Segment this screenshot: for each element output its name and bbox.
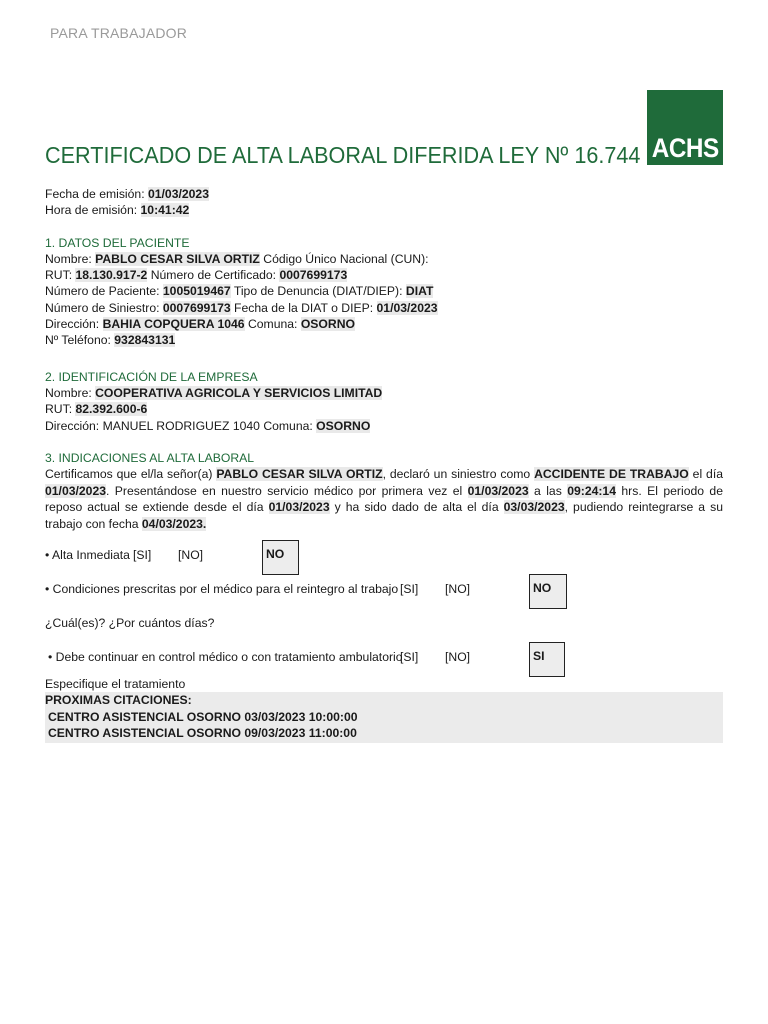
emission-time: 10:41:42 xyxy=(140,203,190,218)
indications-paragraph: Certificamos que el/la señor(a) PABLO CESAR SILVA ORTIZ, declaró un siniestro como ACCIDENTE DE TRABAJO el día 01/03/2023. Presentándose en nuestro servicio médico por primera vez el 01/03/2023 a las 09:24:14 hrs. El periodo de reposo actual se extiende desde el día 01/03/2023 y ha sido dado de alta el día 03/03/2023, pudiendo reintegrarse a su trabajo con fecha 04/03/2023. xyxy=(45,467,723,531)
conditions-value: NO xyxy=(529,574,567,609)
company-address-line: Dirección: MANUEL RODRIGUEZ 1040 Comuna: OSORNO xyxy=(45,418,371,433)
diat-date: 01/03/2023 xyxy=(376,300,438,315)
which-conditions-row: ¿Cuál(es)? ¿Por cuántos días? xyxy=(45,616,215,631)
immediate-discharge-row: • Alta Inmediata [SI] [NO] NO xyxy=(45,540,723,574)
company-rut: 82.392.600-6 xyxy=(75,402,148,417)
claim-number-line: Número de Siniestro: 0007699173 Fecha de la DIAT o DIEP: 01/03/2023 xyxy=(45,300,438,315)
company-section-title: 2. IDENTIFICACIÓN DE LA EMPRESA xyxy=(45,369,258,384)
patient-number-line: Número de Paciente: 1005019467 Tipo de Denuncia (DIAT/DIEP): DIAT xyxy=(45,284,434,299)
document-title: CERTIFICADO DE ALTA LABORAL DIFERIDA LEY Nº 16.744 xyxy=(45,142,641,168)
patient-rut: 18.130.917-2 xyxy=(75,268,148,283)
patient-name: PABLO CESAR SILVA ORTIZ xyxy=(95,251,260,266)
logo-text: ACHS xyxy=(651,133,719,163)
patient-phone: 932843131 xyxy=(114,333,176,348)
patient-phone-line: Nº Teléfono: 932843131 xyxy=(45,333,176,348)
indications-section-title: 3. INDICACIONES AL ALTA LABORAL xyxy=(45,450,255,465)
patient-section-title: 1. DATOS DEL PACIENTE xyxy=(45,235,190,250)
conditions-row: • Condiciones prescritas por el médico para el reintegro al trabajo [SI] [NO] NO xyxy=(45,574,723,608)
complaint-type: DIAT xyxy=(405,284,434,299)
emission-time-line: Hora de emisión: 10:41:42 xyxy=(45,203,190,218)
company-name: COOPERATIVA AGRICOLA Y SERVICIOS LIMITAD xyxy=(95,385,383,400)
company-address: MANUEL RODRIGUEZ 1040 xyxy=(102,418,260,433)
emission-date-line: Fecha de emisión: 01/03/2023 xyxy=(45,187,209,201)
upcoming-appointments xyxy=(45,692,723,743)
document-copy-label: PARA TRABAJADOR xyxy=(50,25,188,41)
claim-number: 0007699173 xyxy=(162,300,231,315)
immediate-discharge-value: NO xyxy=(262,540,299,575)
company-name-line: Nombre: COOPERATIVA AGRICOLA Y SERVICIOS LIMITAD xyxy=(45,385,383,400)
achs-logo xyxy=(647,90,723,165)
patient-address: BAHIA COPQUERA 1046 xyxy=(102,317,245,332)
medical-control-row: • Debe continuar en control médico o con tratamiento ambulatorio [SI] [NO] SI xyxy=(45,642,723,676)
patient-address-line: Dirección: BAHIA COPQUERA 1046 Comuna: OSORNO xyxy=(45,317,355,332)
patient-rut-line: RUT: 18.130.917-2 Número de Certificado: 0007699173 xyxy=(45,268,348,283)
certificate-body xyxy=(45,186,723,743)
certificate-number: 0007699173 xyxy=(279,268,348,283)
treatment-label: Especifique el tratamiento xyxy=(45,677,186,692)
appointments-title: PROXIMAS CITACIONES: xyxy=(45,693,192,708)
patient-commune: OSORNO xyxy=(300,317,355,332)
appointment-item: CENTRO ASISTENCIAL OSORNO 09/03/2023 11:00:00 xyxy=(48,726,357,741)
medical-control-value: SI xyxy=(529,642,565,677)
patient-name-line: Nombre: PABLO CESAR SILVA ORTIZ Código Único Nacional (CUN): xyxy=(45,251,429,266)
appointment-item: CENTRO ASISTENCIAL OSORNO 03/03/2023 10:00:00 xyxy=(48,709,358,724)
emission-date: 01/03/2023 xyxy=(147,187,209,201)
company-rut-line: RUT: 82.392.600-6 xyxy=(45,402,148,417)
company-commune: OSORNO xyxy=(316,418,371,433)
patient-number: 1005019467 xyxy=(162,284,231,299)
